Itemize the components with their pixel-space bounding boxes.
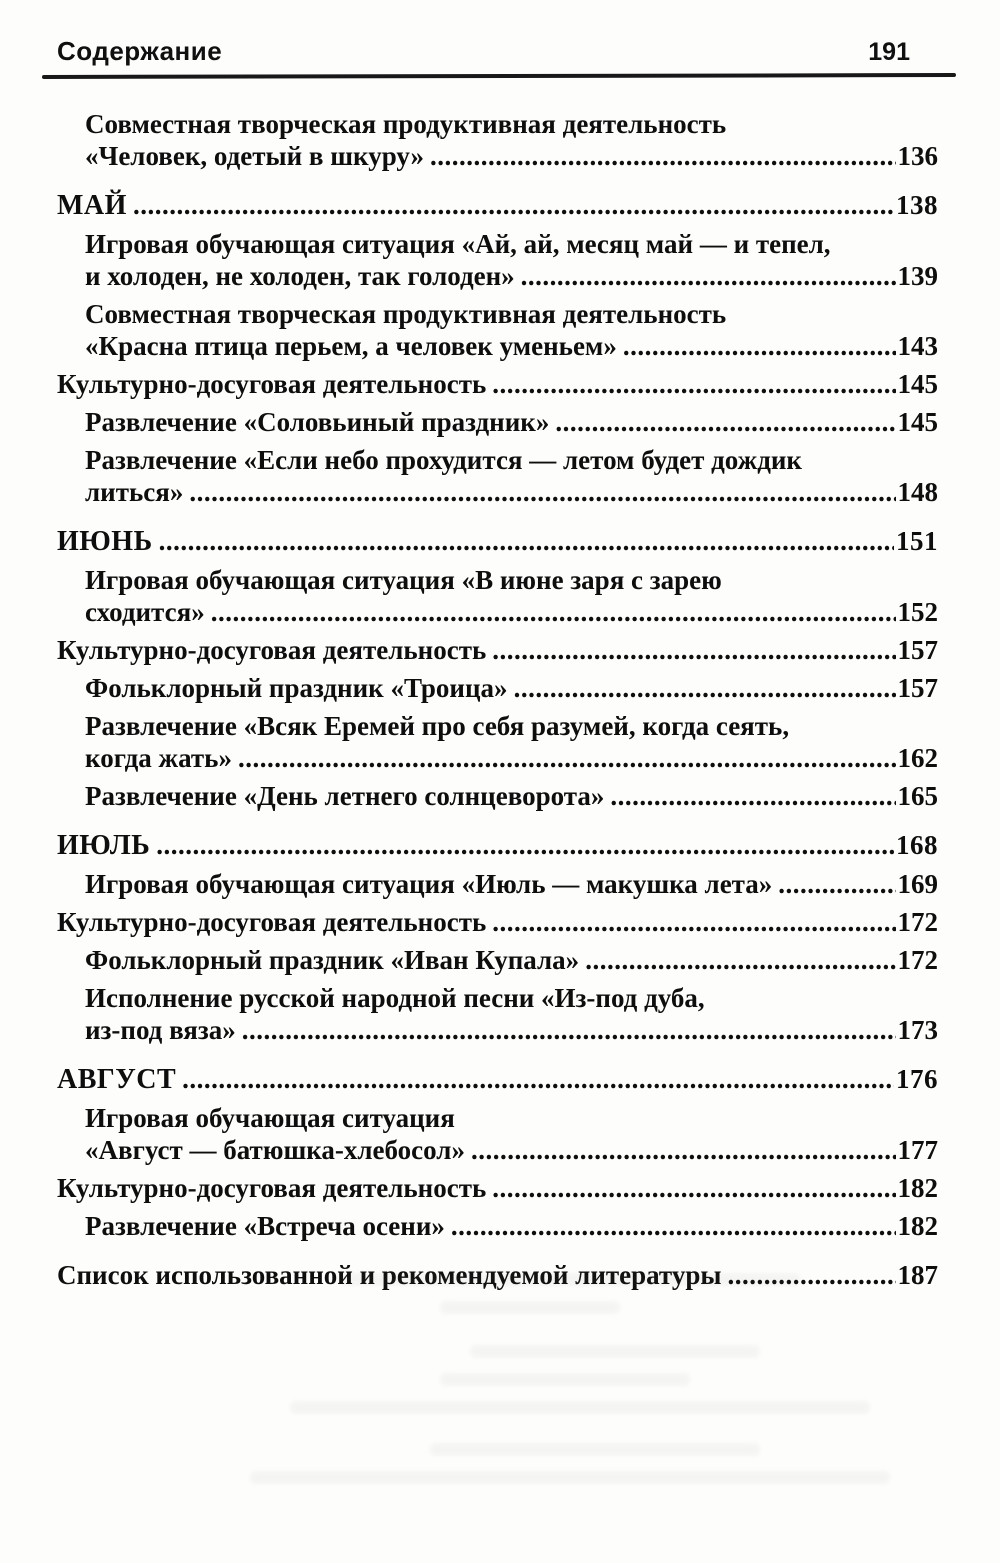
dot-leader — [133, 189, 894, 221]
dot-leader — [492, 634, 895, 666]
toc-entry-title: Развлечение «Соловьиный праздник» — [85, 407, 550, 437]
toc-entry-line — [57, 634, 938, 666]
toc-entry-title: Список использованной и рекомендуемой литературы — [57, 1260, 722, 1290]
toc-entry-title: из-под вяза» — [85, 1015, 236, 1045]
toc-entry-title: Совместная творческая продуктивная деятельность — [85, 299, 727, 329]
toc-entry — [57, 829, 938, 862]
toc-entry-line — [85, 742, 938, 774]
toc-entry-page-number: 143 — [897, 331, 938, 361]
toc-entry-line — [85, 596, 938, 628]
toc-entry-title: Игровая обучающая ситуация «Ай, ай, месяц май — и тепел, — [85, 229, 831, 259]
toc-entry-title: Развлечение «День летнего солнцеворота» — [85, 781, 605, 811]
toc-entry-page-number: 173 — [897, 1015, 938, 1045]
toc-entry — [57, 228, 938, 292]
dot-leader — [159, 525, 894, 557]
toc-entry — [57, 710, 938, 774]
dot-leader — [514, 672, 896, 704]
dot-leader — [492, 1172, 895, 1204]
toc-entry-page-number: 176 — [896, 1064, 938, 1094]
toc-entry — [57, 1172, 938, 1204]
toc-entry-page-number: 187 — [897, 1260, 938, 1290]
toc-entry-line — [85, 108, 938, 140]
toc-entry-page-number: 177 — [897, 1135, 938, 1165]
toc-entry-page-number: 139 — [897, 261, 938, 291]
toc-entry-page-number: 152 — [897, 597, 938, 627]
toc-entry-title: Культурно-досуговая деятельность — [57, 369, 487, 399]
toc-entry-title: Исполнение русской народной песни «Из-под дуба, — [85, 983, 705, 1013]
bleed-through-ghost-text — [0, 1263, 1000, 1563]
dot-leader — [451, 1210, 896, 1242]
toc-entry-page-number: 182 — [897, 1211, 938, 1241]
toc-entry-title: Развлечение «Встреча осени» — [85, 1211, 445, 1241]
dot-leader — [156, 829, 894, 861]
toc-entry — [57, 672, 938, 704]
toc-entry — [57, 298, 938, 362]
toc-entry-title: «Красна птица перьем, а человек уменьем» — [85, 331, 617, 361]
toc-entry-page-number: 157 — [897, 673, 938, 703]
dot-leader — [430, 140, 895, 172]
toc-entry — [57, 634, 938, 666]
toc-entry — [57, 108, 938, 172]
toc-entry-line — [85, 444, 938, 476]
dot-leader — [189, 476, 895, 508]
ghost-line — [250, 1471, 890, 1484]
toc-entry-page-number: 145 — [897, 369, 938, 399]
dot-leader — [727, 1259, 895, 1291]
toc-entry-page-number: 169 — [897, 869, 938, 899]
dot-leader — [623, 330, 896, 362]
ghost-line — [440, 1373, 690, 1386]
dot-leader — [492, 906, 895, 938]
toc-entry-line — [57, 1063, 938, 1096]
toc-entry — [57, 982, 938, 1046]
toc-entry-page-number: 165 — [897, 781, 938, 811]
toc-entry-title: Игровая обучающая ситуация — [85, 1103, 455, 1133]
toc-entry-line — [57, 829, 938, 862]
toc-entry — [57, 1102, 938, 1166]
toc-entry-page-number: 157 — [897, 635, 938, 665]
toc-entry — [57, 868, 938, 900]
toc-entry-line — [57, 906, 938, 938]
running-head — [57, 36, 938, 67]
toc-entry — [57, 1063, 938, 1096]
toc-entry-title: Совместная творческая продуктивная деятельность — [85, 109, 727, 139]
header-rule — [42, 73, 956, 79]
toc-entry-title: Развлечение «Всяк Еремей про себя разумей, когда сеять, — [85, 711, 790, 741]
toc-entry — [57, 944, 938, 976]
toc-entry-page-number: 162 — [897, 743, 938, 773]
toc-entry-line — [85, 298, 938, 330]
toc-entry-line — [85, 1014, 938, 1046]
toc-entry-line — [85, 672, 938, 704]
dot-leader — [211, 596, 896, 628]
toc-list — [57, 108, 938, 1291]
toc-entry-line — [85, 476, 938, 508]
toc-entry-page-number: 172 — [897, 945, 938, 975]
toc-entry-page-number: 168 — [896, 830, 938, 860]
toc-entry-page-number: 136 — [897, 141, 938, 171]
dot-leader — [585, 944, 895, 976]
toc-entry-title: Игровая обучающая ситуация «В июне заря с зарею — [85, 565, 722, 595]
toc-entry-line — [85, 1210, 938, 1242]
toc-entry-title: когда жать» — [85, 743, 232, 773]
dot-leader — [555, 406, 895, 438]
dot-leader — [778, 868, 895, 900]
toc-entry-title: и холоден, не холоден, так голоден» — [85, 261, 515, 291]
toc-entry-title: Культурно-досуговая деятельность — [57, 635, 487, 665]
dot-leader — [471, 1134, 896, 1166]
toc-entry-line — [85, 406, 938, 438]
toc-entry-line — [85, 1134, 938, 1166]
toc-entry-line — [85, 868, 938, 900]
toc-entry-page-number: 148 — [897, 477, 938, 507]
toc-entry-title: АВГУСТ — [57, 1064, 177, 1095]
toc-entry-line — [57, 1172, 938, 1204]
toc-entry-page-number: 182 — [897, 1173, 938, 1203]
toc-entry-line — [85, 228, 938, 260]
toc-entry — [57, 906, 938, 938]
toc-entry-title: Культурно-досуговая деятельность — [57, 1173, 487, 1203]
toc-entry-line — [57, 1259, 938, 1291]
toc-entry-title: сходится» — [85, 597, 205, 627]
toc-entry — [57, 525, 938, 558]
page-title: Содержание — [57, 36, 223, 66]
toc-entry — [57, 780, 938, 812]
toc-entry-line — [85, 564, 938, 596]
toc-entry — [57, 1210, 938, 1242]
toc-entry-title: Культурно-досуговая деятельность — [57, 907, 487, 937]
dot-leader — [242, 1014, 896, 1046]
dot-leader — [521, 260, 896, 292]
toc-entry — [57, 189, 938, 222]
ghost-line — [470, 1345, 760, 1358]
toc-entry-page-number: 151 — [896, 526, 938, 556]
toc-entry-page-number: 145 — [897, 407, 938, 437]
toc-entry — [57, 444, 938, 508]
toc-entry — [57, 368, 938, 400]
toc-entry-line — [85, 780, 938, 812]
toc-entry-line — [85, 1102, 938, 1134]
dot-leader — [492, 368, 895, 400]
toc-entry-line — [57, 368, 938, 400]
toc-entry-title: ИЮЛЬ — [57, 830, 151, 861]
toc-entry-line — [85, 330, 938, 362]
ghost-line — [430, 1443, 760, 1456]
toc-entry-title: «Август — батюшка-хлебосол» — [85, 1135, 465, 1165]
toc-entry-title: МАЙ — [57, 190, 127, 221]
page-number: 191 — [868, 38, 910, 66]
ghost-line — [440, 1301, 620, 1314]
ghost-line — [290, 1401, 870, 1414]
dot-leader — [610, 780, 895, 812]
toc-entry-title: Фольклорный праздник «Троица» — [85, 673, 508, 703]
toc-entry-page-number: 138 — [896, 190, 938, 220]
toc-entry-line — [85, 140, 938, 172]
toc-entry — [57, 406, 938, 438]
toc-entry-title: Фольклорный праздник «Иван Купала» — [85, 945, 580, 975]
toc-entry-title: Развлечение «Если небо прохудится — летом будет дождик — [85, 445, 802, 475]
toc-entry-line — [85, 710, 938, 742]
toc-entry-line — [57, 189, 938, 222]
toc-entry — [57, 564, 938, 628]
toc-entry — [57, 1259, 938, 1291]
toc-entry-title: ИЮНЬ — [57, 526, 153, 557]
toc-entry-title: «Человек, одетый в шкуру» — [85, 141, 425, 171]
toc-entry-page-number: 172 — [897, 907, 938, 937]
toc-entry-line — [85, 944, 938, 976]
dot-leader — [238, 742, 896, 774]
toc-entry-title: литься» — [85, 477, 184, 507]
toc-entry-title: Игровая обучающая ситуация «Июль — макушка лета» — [85, 869, 773, 899]
dot-leader — [182, 1063, 894, 1095]
toc-entry-line — [85, 982, 938, 1014]
toc-entry-line — [85, 260, 938, 292]
toc-entry-line — [57, 525, 938, 558]
